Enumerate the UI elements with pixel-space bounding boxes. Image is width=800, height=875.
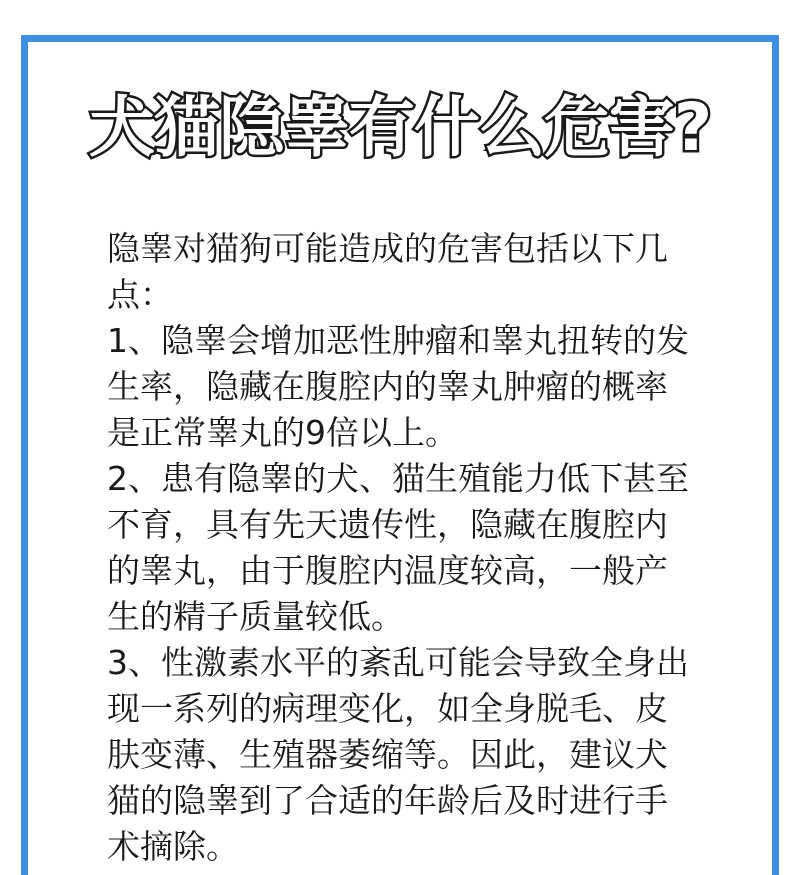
point-3-paragraph: 3、性激素水平的紊乱可能会导致全身出现一系列的病理变化，如全身脱毛、皮肤变薄、生殖器萎缩等。因此，建议犬猫的隐睾到了合适的年龄后及时进行手术摘除。 bbox=[107, 643, 689, 866]
page-title: 犬猫隐睾有什么危害? bbox=[88, 89, 712, 166]
article-body bbox=[107, 226, 699, 870]
intro-paragraph: 隐睾对猫狗可能造成的危害包括以下几点： bbox=[107, 229, 668, 314]
point-1-paragraph: 1、隐睾会增加恶性肿瘤和睾丸扭转的发生率，隐藏在腹腔内的睾丸肿瘤的概率是正常睾丸的9倍以上。 bbox=[107, 321, 689, 452]
point-2-paragraph: 2、患有隐睾的犬、猫生殖能力低下甚至不育，具有先天遗传性，隐藏在腹腔内的睾丸，由于腹腔内温度较高，一般产生的精子质量较低。 bbox=[107, 459, 689, 636]
